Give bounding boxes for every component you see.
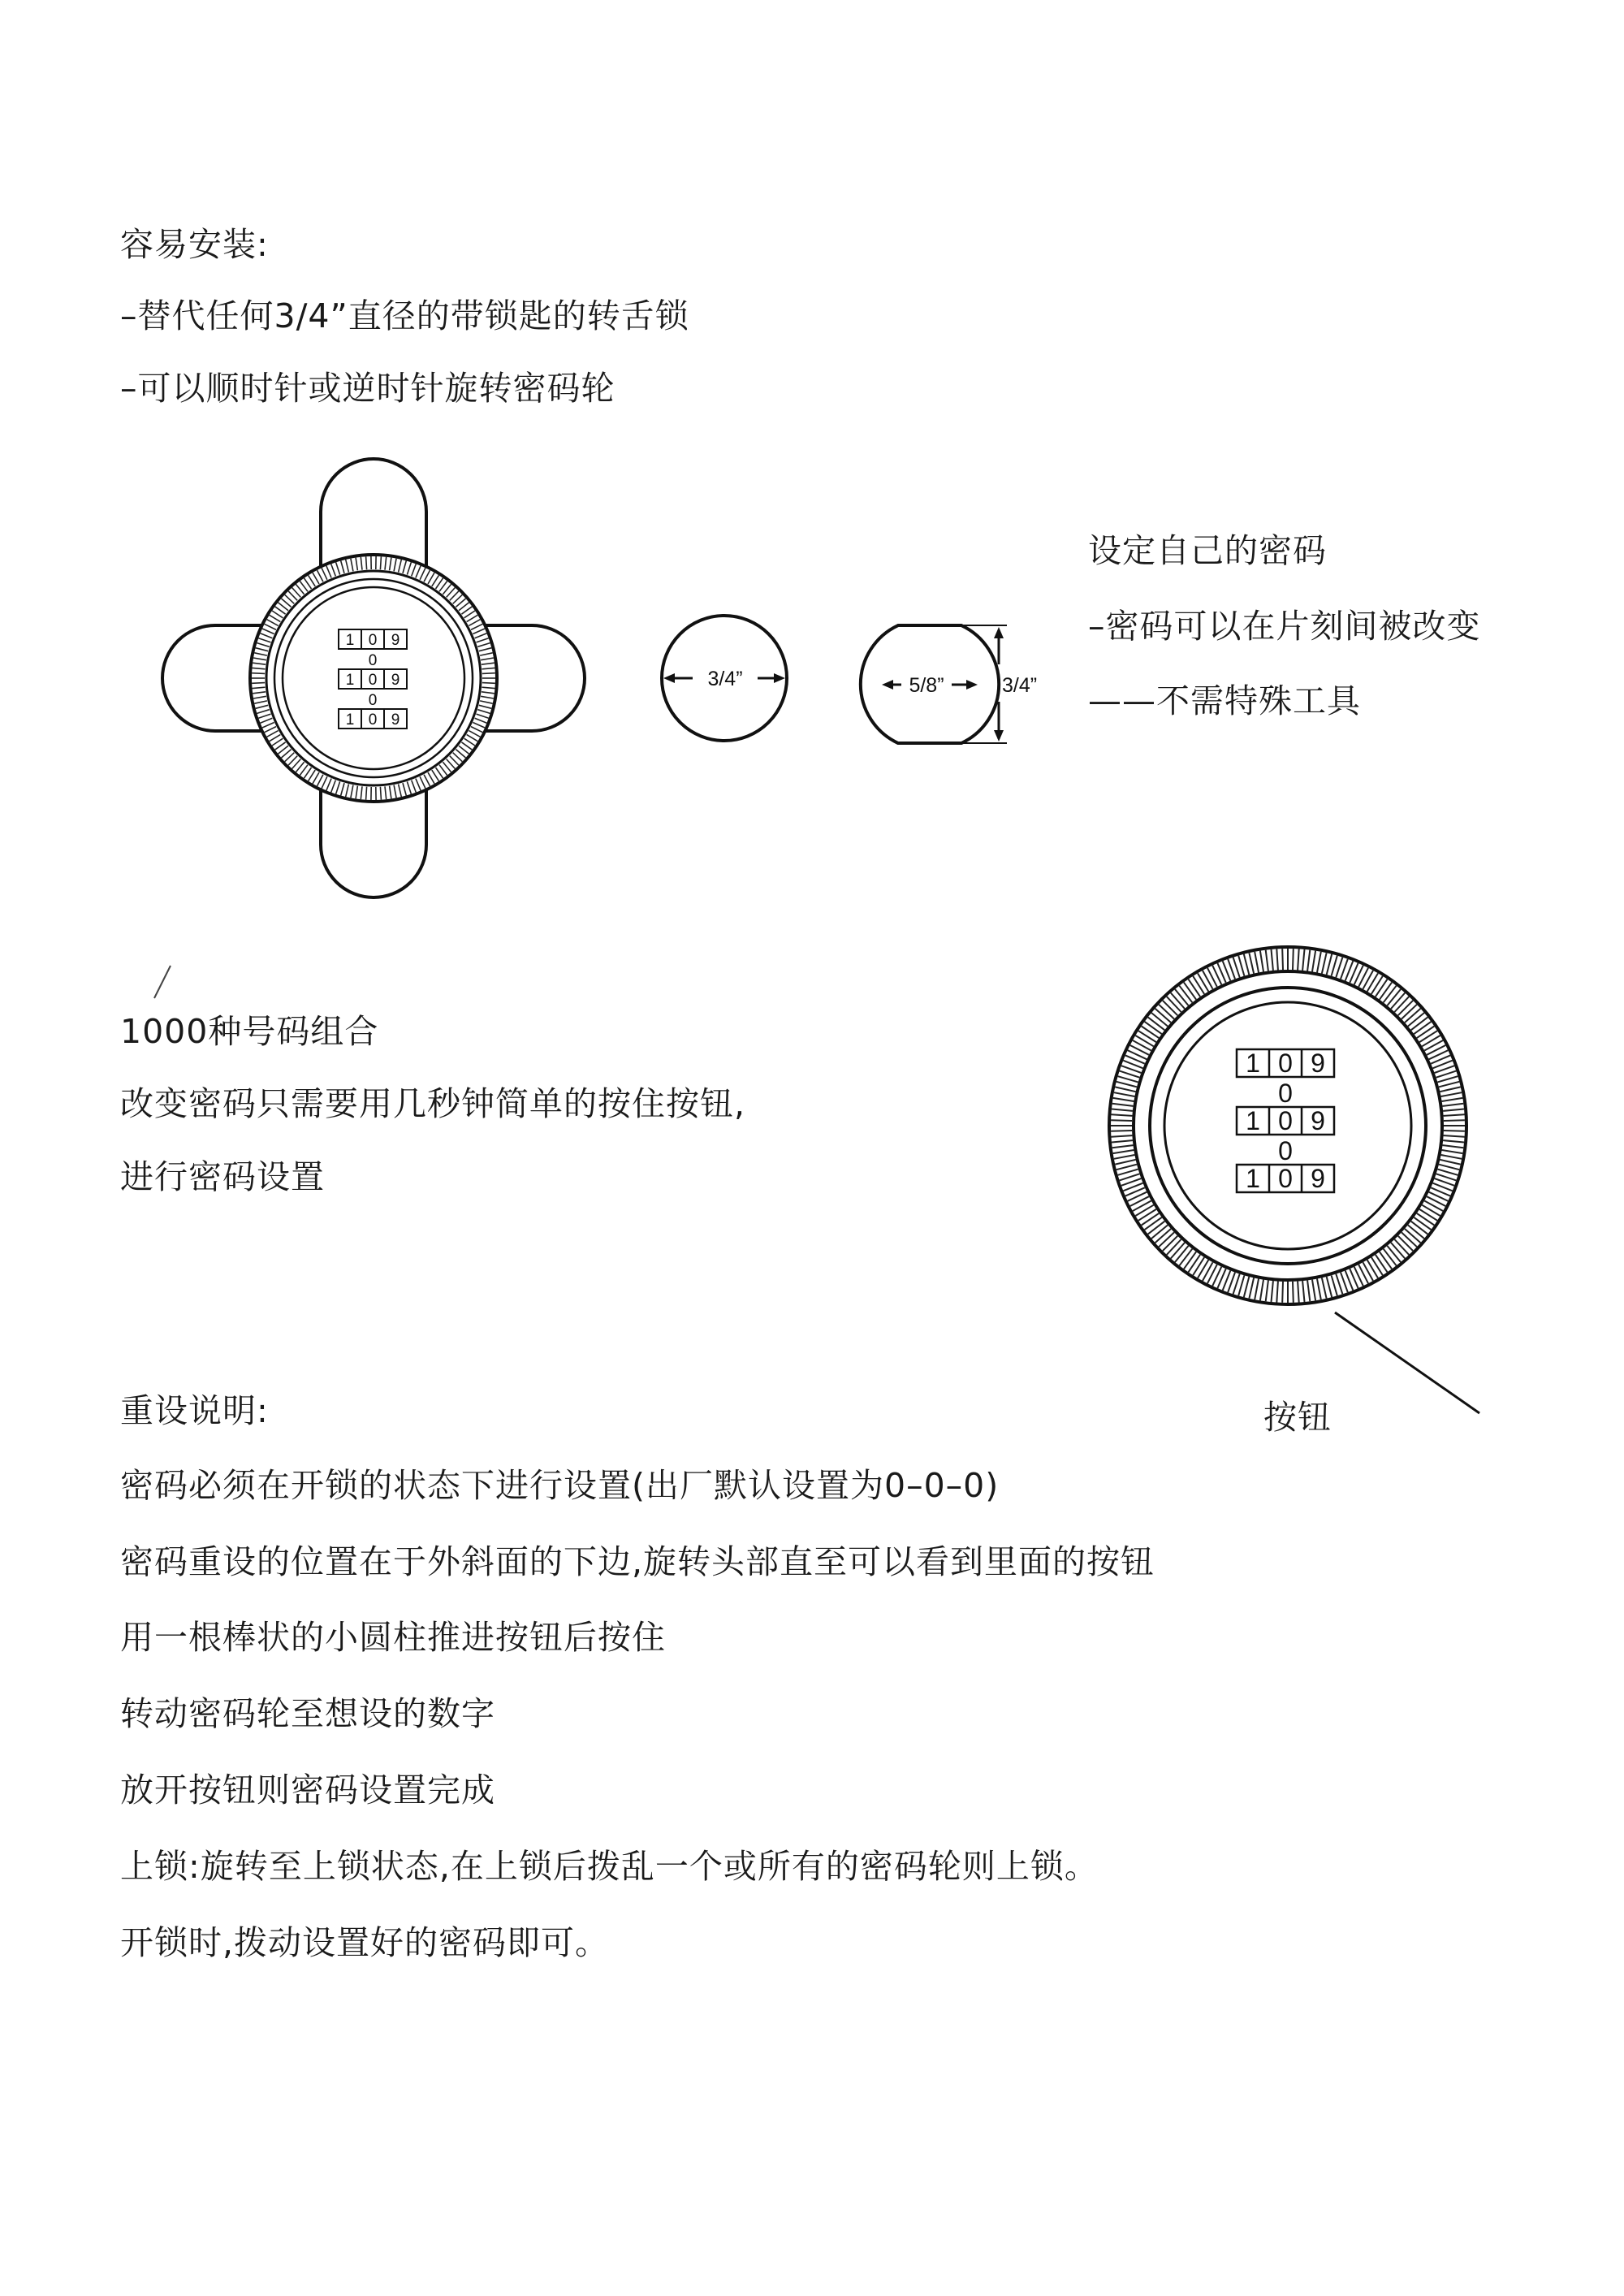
dial-digit: 1: [1246, 1164, 1260, 1193]
button-pointer-line: [1332, 1308, 1486, 1421]
knurl-tick: [366, 556, 367, 569]
reset-step-3: 用一根棒状的小圆柱推进按钮后按住: [120, 1618, 666, 1657]
dial-digit: 1: [1246, 1106, 1260, 1135]
dim-diameter-label: 3/4”: [707, 668, 743, 690]
knurl-tick: [366, 787, 367, 800]
knurl-tick: [482, 683, 495, 684]
dim-height-label: 3/4”: [1002, 674, 1038, 697]
set-code-line-1: –密码可以在片刻间被改变: [1088, 607, 1481, 646]
dial-digit: 0: [1278, 1106, 1293, 1135]
dial-digit: 0: [1278, 1049, 1293, 1078]
knurl-tick: [252, 673, 265, 674]
knurl-tick: [252, 683, 265, 684]
knurl-tick: [380, 787, 381, 800]
reset-step-4: 转动密码轮至想设的数字: [120, 1694, 495, 1733]
dial-digit: 0: [368, 711, 378, 729]
combos-line-3: 进行密码设置: [120, 1157, 325, 1196]
dial-center-digit: 0: [1278, 1136, 1293, 1165]
large-dial-windows: [1237, 1049, 1334, 1193]
dial-digit: 9: [391, 632, 400, 649]
dial-digit: 9: [391, 672, 400, 689]
dial-digit: 1: [345, 632, 355, 649]
reset-step-1: 密码必须在开锁的状态下进行设置(出厂默认设置为0–0–0): [120, 1466, 1000, 1505]
lock-front-figure: [158, 459, 597, 897]
dial-center-digit: 0: [368, 652, 378, 669]
combos-line-1: 1000种号码组合: [120, 1012, 379, 1051]
dial-center-digit: 0: [1278, 1079, 1293, 1108]
knurl-tick: [1282, 949, 1283, 970]
reset-step-2: 密码重设的位置在于外斜面的下边,旋转头部直至可以看到里面的按钮: [120, 1542, 1155, 1581]
dial-digit: 1: [345, 672, 355, 689]
dial-digit: 9: [1311, 1106, 1325, 1135]
install-line-2: –可以顺时针或逆时针旋转密码轮: [120, 369, 615, 408]
dial-digit: 9: [391, 711, 400, 729]
knurl-tick: [1293, 1282, 1294, 1303]
dim-flat-label: 5/8”: [909, 674, 944, 697]
knurl-tick: [1282, 1282, 1283, 1303]
knurl-tick: [482, 673, 495, 674]
dial-center-digit: 0: [368, 692, 378, 709]
dial-digit: 1: [345, 711, 355, 729]
set-code-heading: 设定自己的密码: [1088, 531, 1327, 570]
knurl-tick: [1293, 949, 1294, 970]
hole-round-figure: [654, 609, 800, 755]
dial-digit: 9: [1311, 1164, 1325, 1193]
lock-dial-windows: [339, 629, 407, 729]
dial-digit: 0: [368, 672, 378, 689]
reset-step-5: 放开按钮则密码设置完成: [120, 1771, 495, 1810]
install-heading: 容易安装:: [120, 225, 269, 264]
dial-digit: 9: [1311, 1049, 1325, 1078]
knurl-tick: [1111, 1120, 1132, 1121]
hole-dcut-figure: [861, 617, 1039, 755]
combos-line-2: 改变密码只需要用几秒钟简单的按住按钮,: [120, 1084, 746, 1123]
reset-step-6: 上锁:旋转至上锁状态,在上锁后拨乱一个或所有的密码轮则上锁。: [120, 1847, 1099, 1886]
dial-large-figure: [1104, 942, 1494, 1316]
knurl-tick: [1444, 1120, 1465, 1121]
dial-digit: 0: [1278, 1164, 1293, 1193]
set-code-line-2: ——不需特殊工具: [1088, 681, 1361, 720]
reset-heading: 重设说明:: [120, 1391, 269, 1430]
reset-step-7: 开锁时,拨动设置好的密码即可。: [120, 1923, 610, 1962]
stray-mark: [146, 962, 179, 1003]
dial-digit: 0: [368, 632, 378, 649]
install-line-1: –替代任何3/4”直径的带锁匙的转舌锁: [120, 296, 689, 335]
knurl-tick: [380, 556, 381, 569]
dial-digit: 1: [1246, 1049, 1260, 1078]
button-label: 按钮: [1263, 1398, 1332, 1437]
